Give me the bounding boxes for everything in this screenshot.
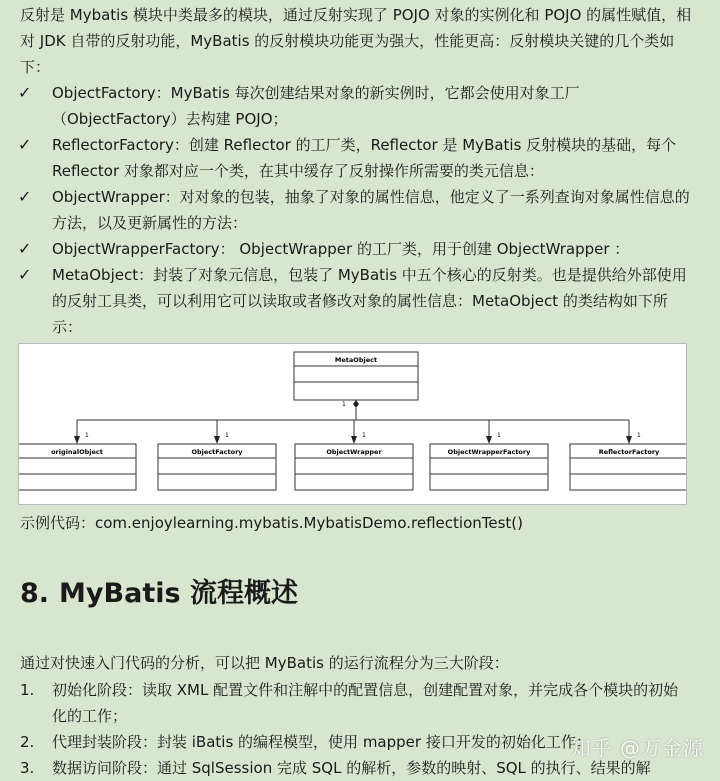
checkmark-icon: ✓ (18, 187, 32, 206)
multiplicity-label: 1 (637, 432, 641, 439)
list-item-text: 数据访问阶段：通过 SqlSession 完成 SQL 的解析，参数的映射、SQL 的执行、结果的解 (52, 759, 651, 777)
class-diagram-svg (19, 344, 686, 504)
list-item (0, 262, 692, 340)
list-item (0, 677, 692, 729)
list-item-text: MetaObject：封装了对象元信息，包装了 MyBatis 中五个核心的反射类。也是提供给外部使用的反射工具类，可以利用它可以读取或者修改对象的属性信息：MetaObject 的类结构如下所示： (52, 266, 687, 336)
section-number: 8. (20, 578, 50, 609)
list-item-text: 初始化阶段：读取 XML 配置文件和注解中的配置信息，创建配置对象，并完成各个模块的初始化的工作； (52, 681, 679, 725)
list-item (0, 132, 692, 184)
list-item-text: ObjectWrapper：对对象的包装，抽象了对象的属性信息，他定义了一系列查询对象属性信息的方法，以及更新属性的方法： (52, 188, 690, 232)
stage-list (0, 677, 720, 781)
class-diagram (18, 343, 687, 505)
section-heading (20, 574, 298, 614)
list-item-text: 代理封装阶段：封装 iBatis 的编程模型，使用 mapper 接口开发的初始化工作； (52, 733, 591, 751)
arrow-head-icon (626, 436, 632, 444)
arrow-head-icon (351, 436, 357, 444)
checkmark-icon: ✓ (18, 135, 32, 154)
list-item-text: ObjectWrapperFactory： ObjectWrapper 的工厂类，用于创建 ObjectWrapper ： (52, 240, 630, 258)
list-item-number: 2. (20, 733, 35, 751)
multiplicity-label: 1 (362, 432, 366, 439)
arrow-head-icon (214, 436, 220, 444)
arrow-head-icon (74, 436, 80, 444)
reflection-class-list (0, 80, 720, 340)
class-name: MetaObject (334, 356, 378, 364)
list-item-number: 1. (20, 681, 35, 699)
checkmark-icon: ✓ (18, 83, 32, 102)
multiplicity-label: 1 (225, 432, 229, 439)
multiplicity-label: 1 (342, 401, 346, 408)
class-name: originalObject (51, 448, 103, 456)
class-box-objectwrapperfactory (430, 420, 548, 490)
class-name: ObjectWrapper (326, 448, 382, 456)
class-box-objectwrapper (295, 420, 413, 490)
class-box-originalobject (19, 420, 136, 490)
class-name: ReflectorFactory (598, 448, 660, 456)
checkmark-icon: ✓ (18, 265, 32, 284)
list-item-text: ReflectorFactory：创建 Reflector 的工厂类，Reflector 是 MyBatis 反射模块的基础，每个 Reflector 对象都对应一个类，在其中缓存了反射操作所需要的类元信息： (52, 136, 677, 180)
section-title: MyBatis 流程概述 (59, 578, 298, 609)
class-box-metaobject (294, 352, 418, 400)
list-item (0, 184, 692, 236)
list-item-text: ObjectFactory：MyBatis 每次创建结果对象的新实例时，它都会使用对象工厂（ObjectFactory）去构建 POJO； (52, 84, 580, 128)
example-code-line: 示例代码：com.enjoylearning.mybatis.MybatisDemo.reflectionTest() (20, 514, 523, 532)
list-item (0, 80, 692, 132)
list-item-number: 3. (20, 759, 35, 777)
watermark: 知乎 @万金源 (570, 736, 704, 760)
multiplicity-label: 1 (85, 432, 89, 439)
composition-diamond-icon (353, 400, 359, 408)
class-name: ObjectFactory (191, 448, 243, 456)
list-item (0, 236, 692, 262)
arrow-head-icon (486, 436, 492, 444)
intro-paragraph: 反射是 Mybatis 模块中类最多的模块，通过反射实现了 POJO 对象的实例化和 POJO 的属性赋值，相对 JDK 自带的反射功能，MyBatis 的反射模块功能更为强大，性能更高：反射模块关键的几个类如下： (20, 6, 692, 76)
class-name: ObjectWrapperFactory (447, 448, 531, 456)
section-intro: 通过对快速入门代码的分析，可以把 MyBatis 的运行流程分为三大阶段： (20, 654, 509, 672)
class-box-reflectorfactory (570, 420, 686, 490)
class-box-objectfactory (158, 420, 276, 490)
multiplicity-label: 1 (497, 432, 501, 439)
checkmark-icon: ✓ (18, 239, 32, 258)
